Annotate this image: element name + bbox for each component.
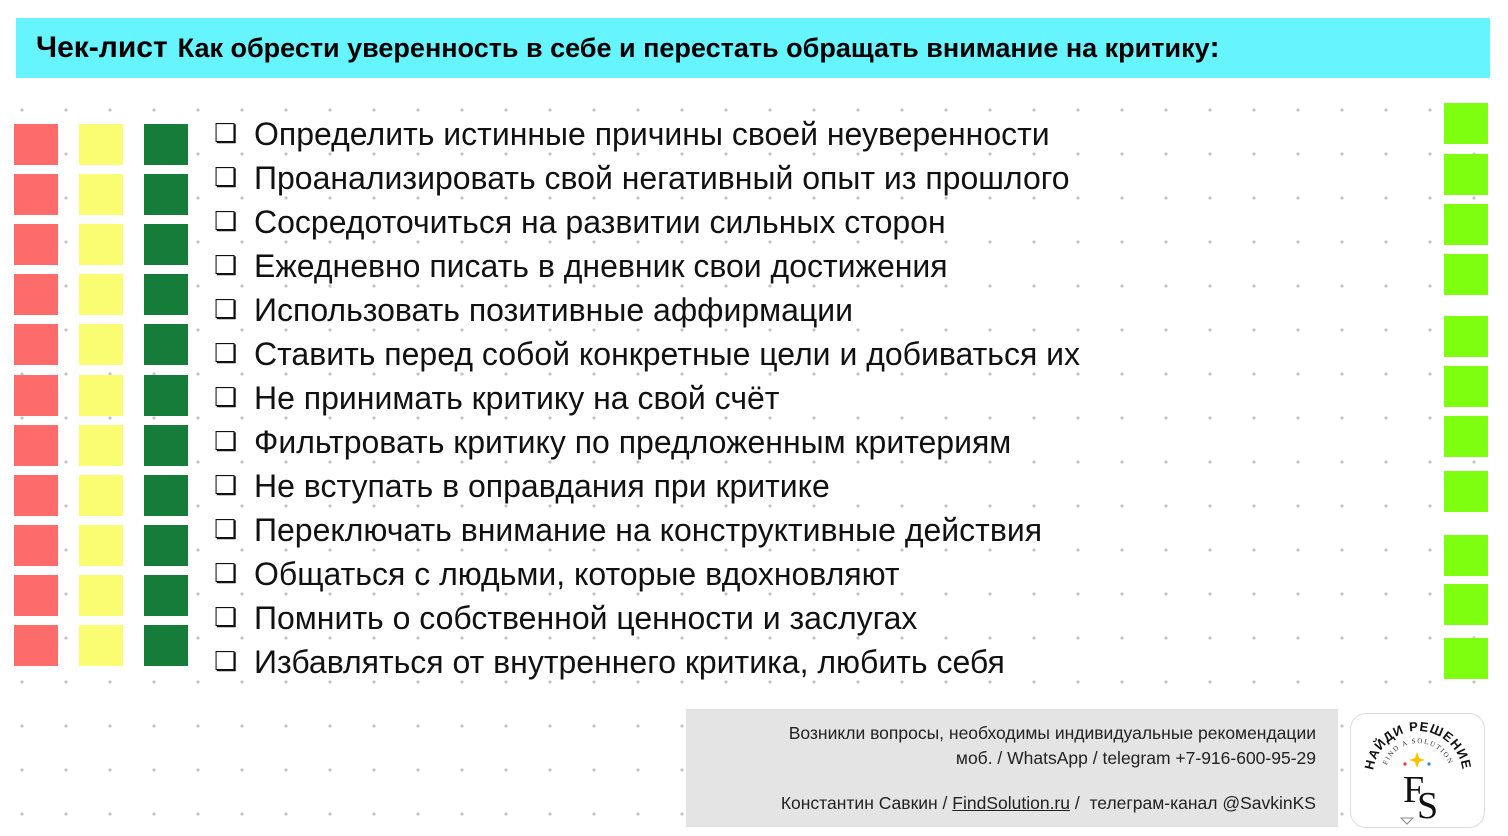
yellow-marker-square xyxy=(79,475,123,516)
red-marker-square xyxy=(14,475,58,516)
checklist-item-label: Проанализировать свой негативный опыт из прошлого xyxy=(254,160,1070,196)
lime-marker-square xyxy=(1444,154,1488,195)
contact-signature xyxy=(686,791,1316,816)
checklist-item[interactable] xyxy=(214,596,1080,640)
logo-monogram-s: S xyxy=(1417,785,1439,827)
checklist-item-label: Фильтровать критику по предложенным критериям xyxy=(254,424,1012,460)
contact-box xyxy=(686,709,1338,827)
checklist-item[interactable] xyxy=(214,376,1080,420)
checklist-item[interactable] xyxy=(214,244,1080,288)
author-name: Константин Савкин / xyxy=(780,793,948,813)
title-banner xyxy=(16,18,1490,78)
lime-marker-square xyxy=(1444,316,1488,357)
green-marker-square xyxy=(144,475,188,516)
green-marker-square xyxy=(144,274,188,315)
checklist-item-label: Сосредоточиться на развитии сильных сторон xyxy=(254,204,946,240)
signature-separator: / xyxy=(1074,793,1080,813)
checklist-item-label: Избавляться от внутреннего критика, любить себя xyxy=(254,644,1005,680)
green-marker-square xyxy=(144,224,188,265)
checkbox-icon[interactable]: ❏ xyxy=(214,339,238,369)
red-marker-square xyxy=(14,124,58,165)
checkbox-icon[interactable]: ❏ xyxy=(214,471,238,501)
checklist-item[interactable] xyxy=(214,640,1080,684)
lime-marker-square xyxy=(1444,103,1488,144)
lime-marker-square xyxy=(1444,535,1488,576)
green-marker-square xyxy=(144,625,188,666)
checklist-item[interactable] xyxy=(214,200,1080,244)
checkbox-icon[interactable]: ❏ xyxy=(214,163,238,193)
checklist-item-label: Ежедневно писать в дневник свои достижения xyxy=(254,248,948,284)
yellow-marker-square xyxy=(79,525,123,566)
red-marker-square xyxy=(14,625,58,666)
yellow-marker-square xyxy=(79,375,123,416)
red-marker-square xyxy=(14,575,58,616)
checkbox-icon[interactable]: ❏ xyxy=(214,559,238,589)
checklist-item-label: Определить истинные причины своей неуверенности xyxy=(254,116,1050,152)
yellow-marker-square xyxy=(79,124,123,165)
checkbox-icon[interactable]: ❏ xyxy=(214,647,238,677)
title-colon: : xyxy=(1209,31,1220,64)
red-marker-square xyxy=(14,525,58,566)
checklist xyxy=(214,112,1080,684)
yellow-marker-square xyxy=(79,575,123,616)
red-marker-square xyxy=(14,274,58,315)
yellow-marker-square xyxy=(79,425,123,466)
yellow-marker-square xyxy=(79,224,123,265)
lime-marker-square xyxy=(1444,584,1488,625)
checklist-item[interactable] xyxy=(214,420,1080,464)
lime-marker-square xyxy=(1444,254,1488,295)
checkbox-icon[interactable]: ❏ xyxy=(214,119,238,149)
checklist-item[interactable] xyxy=(214,156,1080,200)
green-marker-square xyxy=(144,174,188,215)
checklist-item-label: Ставить перед собой конкретные цели и добиваться их xyxy=(254,336,1081,372)
green-marker-square xyxy=(144,375,188,416)
star-icon xyxy=(1409,752,1425,768)
contact-question: Возникли вопросы, необходимы индивидуальные рекомендации xyxy=(788,723,1316,743)
findsolution-logo xyxy=(1350,713,1485,828)
checkbox-icon[interactable]: ❏ xyxy=(214,515,238,545)
lime-marker-square xyxy=(1444,416,1488,457)
checkbox-icon[interactable]: ❏ xyxy=(214,427,238,457)
checklist-item[interactable] xyxy=(214,288,1080,332)
red-marker-square xyxy=(14,324,58,365)
checkbox-icon[interactable]: ❏ xyxy=(214,207,238,237)
yellow-marker-square xyxy=(79,625,123,666)
checklist-item[interactable] xyxy=(214,332,1080,376)
red-marker-square xyxy=(14,425,58,466)
yellow-marker-square xyxy=(79,324,123,365)
checkbox-icon[interactable]: ❏ xyxy=(214,383,238,413)
checklist-item[interactable] xyxy=(214,508,1080,552)
logo-monogram-f: F xyxy=(1403,769,1425,811)
checkbox-icon[interactable]: ❏ xyxy=(214,251,238,281)
yellow-marker-square xyxy=(79,274,123,315)
red-marker-square xyxy=(14,375,58,416)
checklist-item-label: Помнить о собственной ценности и заслугах xyxy=(254,600,918,636)
green-marker-square xyxy=(144,124,188,165)
checkbox-icon[interactable]: ❏ xyxy=(214,295,238,325)
title-lead: Чек-лист xyxy=(36,31,168,64)
checklist-item-label: Переключать внимание на конструктивные действия xyxy=(254,512,1043,548)
checklist-item-label: Общаться с людьми, которые вдохновляют xyxy=(254,556,900,592)
contact-phone: моб. / WhatsApp / telegram +7-916-600-95-29 xyxy=(955,748,1316,768)
red-marker-square xyxy=(14,174,58,215)
green-marker-square xyxy=(144,324,188,365)
checklist-item-label: Использовать позитивные аффирмации xyxy=(254,292,854,328)
site-link[interactable]: FindSolution.ru xyxy=(952,793,1070,813)
checkbox-icon[interactable]: ❏ xyxy=(214,603,238,633)
lime-marker-square xyxy=(1444,638,1488,679)
diamond-icon xyxy=(1401,818,1413,824)
logo-arc-text: НАЙДИ РЕШЕНИЕ xyxy=(1361,718,1475,772)
lime-marker-square xyxy=(1444,204,1488,245)
checklist-item[interactable] xyxy=(214,552,1080,596)
red-marker-square xyxy=(14,224,58,265)
green-marker-square xyxy=(144,425,188,466)
title-text: Как обрести уверенность в себе и перестать обращать внимание на критику xyxy=(177,32,1210,63)
green-marker-square xyxy=(144,525,188,566)
checklist-item[interactable] xyxy=(214,464,1080,508)
checklist-item-label: Не принимать критику на свой счёт xyxy=(254,380,780,416)
logo-sub-text: FIND A SOLUTION xyxy=(1381,736,1455,767)
logo-icon xyxy=(1351,714,1484,827)
lime-marker-square xyxy=(1444,366,1488,407)
yellow-marker-square xyxy=(79,174,123,215)
checklist-item[interactable] xyxy=(214,112,1080,156)
lime-marker-square xyxy=(1444,471,1488,512)
telegram-channel: телеграм-канал @SavkinKS xyxy=(1089,793,1316,813)
green-marker-square xyxy=(144,575,188,616)
checklist-item-label: Не вступать в оправдания при критике xyxy=(254,468,830,504)
